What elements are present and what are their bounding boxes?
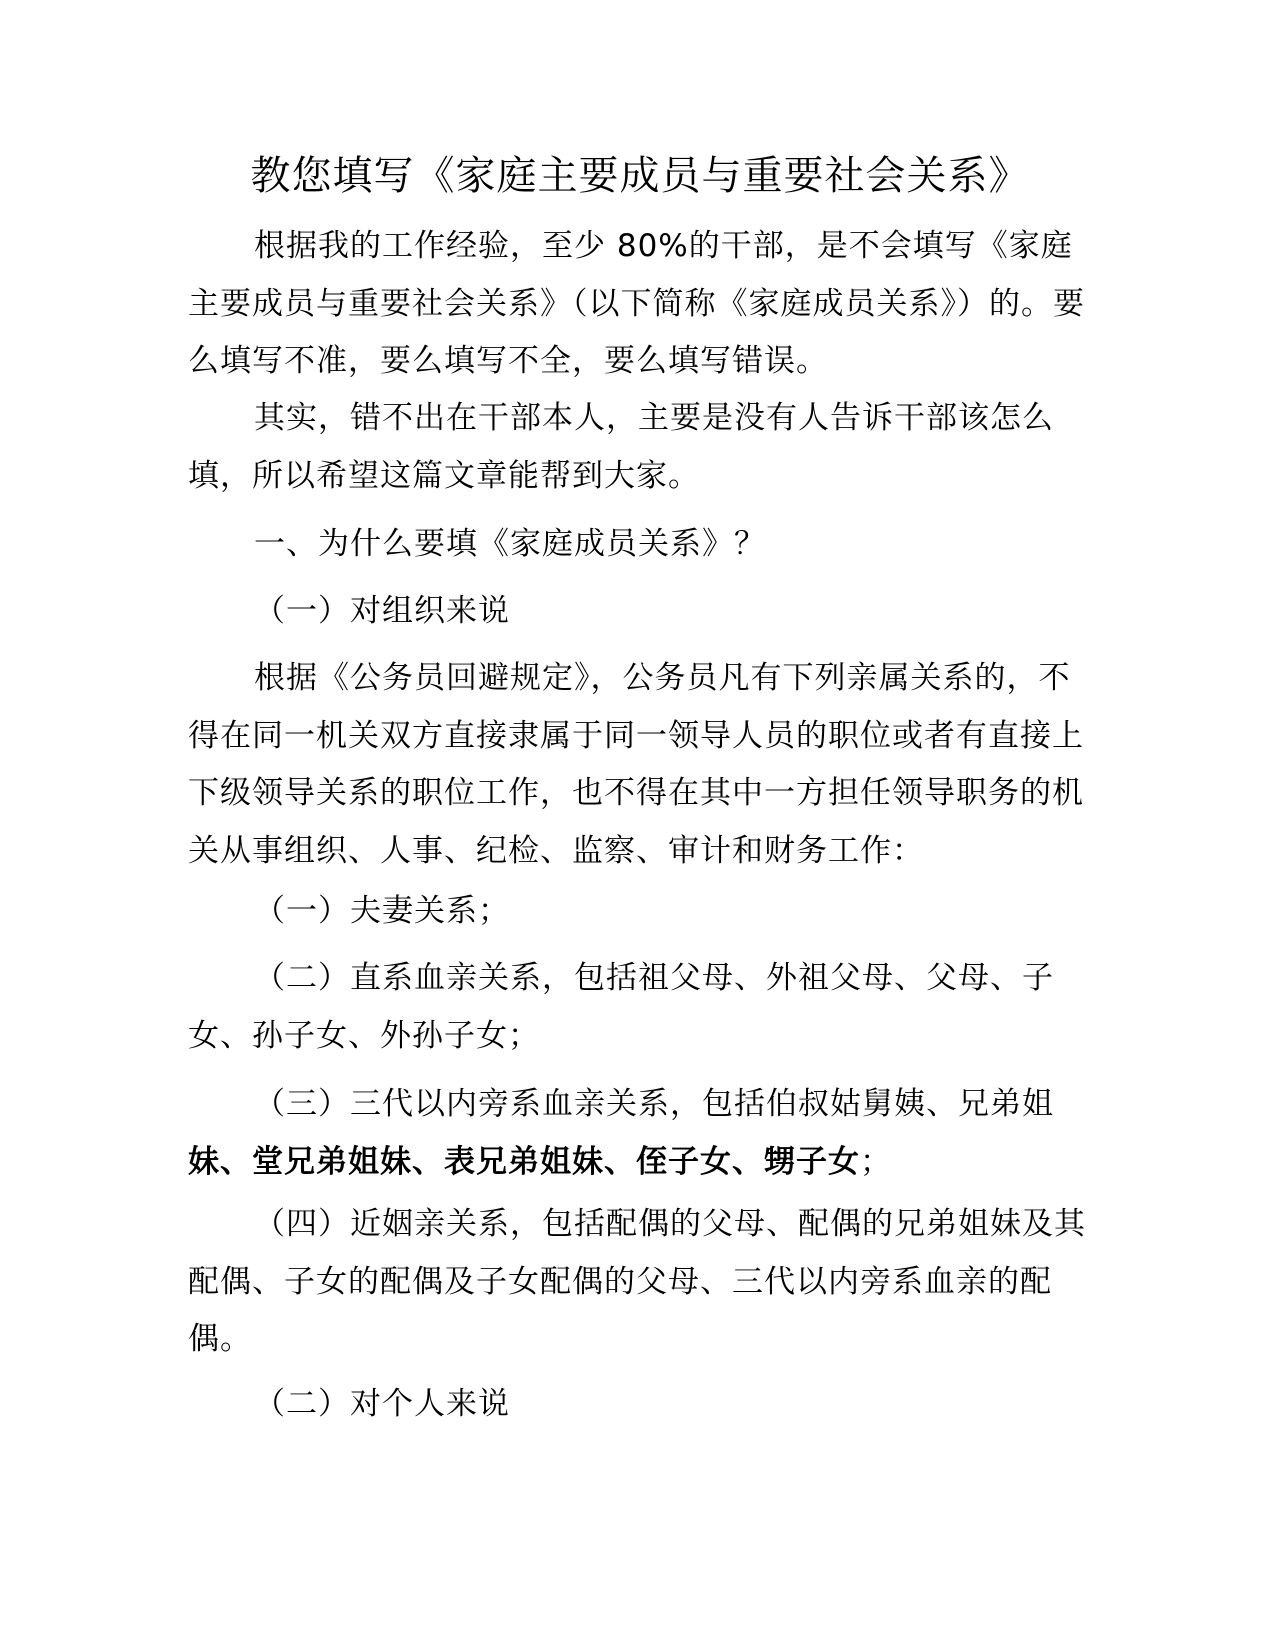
paragraph-reason: 其实，错不出在干部本人，主要是没有人告诉干部该怎么填，所以希望这篇文章能帮到大家。: [188, 400, 1054, 494]
list-item-in-law: （四）近姻亲关系，包括配偶的父母、配偶的兄弟姐妹及其配偶、子女的配偶及子女配偶的父母、三代以内旁系血亲的配偶。: [188, 1206, 1086, 1357]
list-item-direct-blood: （二）直系血亲关系，包括祖父母、外祖父母、父母、子女、孙子女、外孙子女；: [188, 960, 1054, 1054]
list-item-spouse: （一）夫妻关系；: [254, 893, 510, 929]
list-item-collateral-text: （三）三代以内旁系血亲关系，包括伯叔姑舅姨、兄弟姐: [254, 1086, 1054, 1122]
subsection-heading-organization: （一）对组织来说: [254, 593, 510, 629]
subsection-heading-individual: （二）对个人来说: [254, 1386, 510, 1422]
section-heading-1: 一、为什么要填《家庭成员关系》？: [254, 526, 766, 562]
paragraph-intro: 根据我的工作经验，至少 80%的干部，是不会填写《家庭主要成员与重要社会关系》（以下简称《家庭成员关系》）的。要么填写不准，要么填写不全，要么填写错误。: [188, 228, 1085, 379]
list-item-collateral-end: ；: [860, 1143, 892, 1180]
paragraph-regulation: 根据《公务员回避规定》，公务员凡有下列亲属关系的，不得在同一机关双方直接隶属于同一领导人员的职位或者有直接上下级领导关系的职位工作，也不得在其中一方担任领导职务的机关从事组织、人事、纪检、监察、审计和财务工作：: [188, 660, 1084, 869]
document-title: 教您填写《家庭主要成员与重要社会关系》: [250, 153, 1030, 199]
list-item-collateral-blood: [188, 1076, 1088, 1191]
list-item-collateral-bold-text: 妹、堂兄弟姐妹、表兄弟姐妹、侄子女、甥子女: [188, 1143, 860, 1180]
